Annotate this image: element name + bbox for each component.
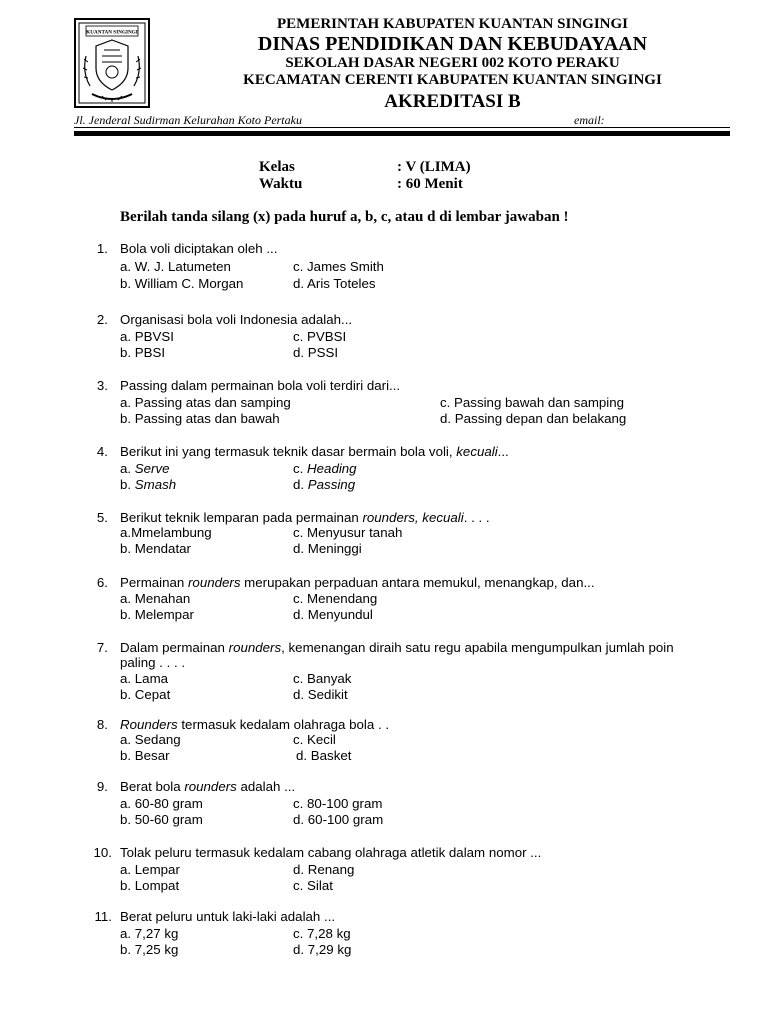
question-number: 3. xyxy=(96,378,108,393)
option-a: a. Lama xyxy=(120,671,169,686)
question-number: 8. xyxy=(96,717,108,732)
question-text: Organisasi bola voli Indonesia adalah... xyxy=(120,312,353,327)
option-c: d. Renang xyxy=(293,862,355,877)
option-d: d. Menyundul xyxy=(293,607,373,622)
question-text-continued: paling . . . . xyxy=(120,655,186,670)
option-a: a. 7,27 kg xyxy=(120,926,179,941)
option-a: a. 60-80 gram xyxy=(120,796,203,811)
question-text: Passing dalam permainan bola voli terdiri dari... xyxy=(120,378,401,393)
question-number: 2. xyxy=(96,312,108,327)
question-number: 11. xyxy=(94,909,112,924)
address: Jl. Jenderal Sudirman Kelurahan Koto Pertaku xyxy=(74,113,302,127)
option-d: d. Meninggi xyxy=(293,541,362,556)
option-d: d. Aris Toteles xyxy=(293,276,376,291)
option-d: d. Sedikit xyxy=(293,687,348,702)
option-c: c. Kecil xyxy=(293,732,336,747)
question-number: 6. xyxy=(96,575,108,590)
option-c: c. Passing bawah dan samping xyxy=(440,395,625,410)
option-d: d. Passing xyxy=(293,477,356,492)
svg-text:KUANTAN SINGINGI: KUANTAN SINGINGI xyxy=(86,29,138,36)
option-b: b. Melempar xyxy=(120,607,194,622)
question-number: 10. xyxy=(93,845,112,860)
option-b: b. Passing atas dan bawah xyxy=(120,411,280,426)
option-b: b. 7,25 kg xyxy=(120,942,179,957)
header-divider-thin xyxy=(74,127,730,128)
option-a: a. Sedang xyxy=(120,732,181,747)
kuantan-singingi-emblem xyxy=(72,16,152,112)
question-number: 9. xyxy=(96,779,108,794)
time-label: Waktu xyxy=(259,176,303,192)
school-name: SEKOLAH DASAR NEGERI 002 KOTO PERAKU xyxy=(285,55,620,71)
option-a: a. Lempar xyxy=(120,862,180,877)
option-c: c. Banyak xyxy=(293,671,352,686)
government-line: PEMERINTAH KABUPATEN KUANTAN SINGINGI xyxy=(277,16,628,32)
question-text: Rounders termasuk kedalam olahraga bola . . xyxy=(120,717,390,732)
time-value: : 60 Menit xyxy=(397,176,463,192)
question-text: Berikut ini yang termasuk teknik dasar bermain bola voli, kecuali... xyxy=(120,444,509,459)
department-title: DINAS PENDIDIKAN DAN KEBUDAYAAN xyxy=(257,33,648,55)
option-c: c. Menendang xyxy=(293,591,378,606)
question-number: 1. xyxy=(96,241,108,256)
option-c: c. James Smith xyxy=(293,259,384,274)
option-a: a. Menahan xyxy=(120,591,191,606)
option-c: c. Heading xyxy=(293,461,357,476)
header-divider-thick xyxy=(74,131,730,136)
option-b: b. Besar xyxy=(120,748,170,763)
option-b: b. Cepat xyxy=(120,687,171,702)
option-a: a. Passing atas dan samping xyxy=(120,395,291,410)
district-line: KECAMATAN CERENTI KABUPATEN KUANTAN SINGINGI xyxy=(243,72,662,88)
option-c: c. 7,28 kg xyxy=(293,926,351,941)
option-a: a. Serve xyxy=(120,461,170,476)
question-text: Permainan rounders merupakan perpaduan antara memukul, menangkap, dan... xyxy=(120,575,595,590)
option-c: c. Menyusur tanah xyxy=(293,525,403,540)
instruction: Berilah tanda silang (x) pada huruf a, b, c, atau d di lembar jawaban ! xyxy=(120,209,569,225)
question-number: 5. xyxy=(96,510,108,525)
class-value: : V (LIMA) xyxy=(397,159,471,175)
option-a: a. W. J. Latumeten xyxy=(120,259,231,274)
option-d: d. PSSI xyxy=(293,345,339,360)
option-c: c. PVBSI xyxy=(293,329,347,344)
question-number: 4. xyxy=(96,444,108,459)
option-d: d. Basket xyxy=(296,748,352,763)
question-number: 7. xyxy=(96,640,108,655)
question-text: Berikut teknik lemparan pada permainan rounders, kecuali. . . . xyxy=(120,510,490,525)
option-a: a.Mmelambung xyxy=(120,525,212,540)
option-b: b. Mendatar xyxy=(120,541,191,556)
option-b: b. Lompat xyxy=(120,878,180,893)
option-d: d. Passing depan dan belakang xyxy=(440,411,627,426)
question-text: Berat bola rounders adalah ... xyxy=(120,779,296,794)
option-b: b. 50-60 gram xyxy=(120,812,203,827)
question-text: Bola voli diciptakan oleh ... xyxy=(120,241,278,256)
option-a: a. PBVSI xyxy=(120,329,174,344)
question-text: Berat peluru untuk laki-laki adalah ... xyxy=(120,909,336,924)
option-c: c. 80-100 gram xyxy=(293,796,383,811)
class-label: Kelas xyxy=(259,159,295,175)
question-text: Dalam permainan rounders, kemenangan diraih satu regu apabila mengumpulkan jumlah poin xyxy=(120,640,674,655)
option-d: c. Silat xyxy=(293,878,333,893)
option-d: d. 60-100 gram xyxy=(293,812,384,827)
email-label: email: xyxy=(574,113,605,127)
question-text: Tolak peluru termasuk kedalam cabang olahraga atletik dalam nomor ... xyxy=(120,845,542,860)
option-d: d. 7,29 kg xyxy=(293,942,352,957)
accreditation: AKREDITASI B xyxy=(384,91,521,112)
option-b: b. Smash xyxy=(120,477,177,492)
option-b: b. PBSI xyxy=(120,345,166,360)
option-b: b. William C. Morgan xyxy=(120,276,244,291)
